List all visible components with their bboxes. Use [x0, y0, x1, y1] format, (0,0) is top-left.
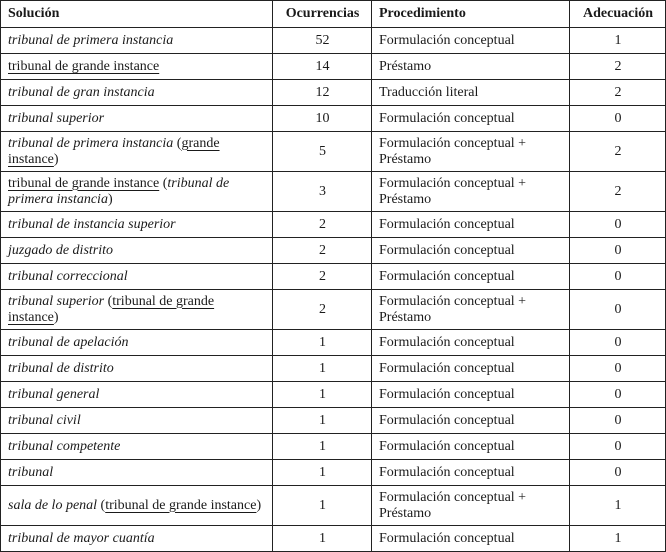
italic-term: tribunal de distrito	[8, 361, 114, 376]
cell-solucion	[1, 382, 273, 408]
italic-term: tribunal superior	[8, 293, 105, 309]
table-row	[1, 382, 666, 408]
cell-procedimiento: Formulación conceptual	[372, 434, 570, 460]
cell-ocurrencias: 1	[273, 486, 372, 526]
cell-solucion	[1, 434, 273, 460]
cell-ocurrencias: 1	[273, 460, 372, 486]
punctuation: )	[53, 151, 59, 167]
table-row	[1, 54, 666, 80]
italic-term: juzgado de distrito	[8, 243, 114, 258]
table-body	[1, 28, 666, 552]
cell-adecuacion: 0	[570, 460, 666, 486]
italic-term: tribunal de mayor cuantía	[8, 531, 155, 546]
italic-term: tribunal competente	[8, 439, 121, 454]
table-row	[1, 486, 666, 526]
cell-ocurrencias: 2	[273, 290, 372, 330]
cell-solucion	[1, 290, 273, 330]
cell-solucion	[1, 80, 273, 106]
cell-procedimiento: Formulación conceptual	[372, 356, 570, 382]
cell-ocurrencias: 1	[273, 526, 372, 552]
cell-ocurrencias: 52	[273, 28, 372, 54]
cell-ocurrencias: 1	[273, 382, 372, 408]
table-row	[1, 80, 666, 106]
italic-term: tribunal de primera instancia	[8, 175, 230, 207]
underlined-term: grande instance	[8, 135, 220, 167]
cell-procedimiento: Formulación conceptual	[372, 382, 570, 408]
cell-adecuacion: 0	[570, 356, 666, 382]
italic-term: sala de lo penal	[8, 497, 98, 513]
cell-ocurrencias: 14	[273, 54, 372, 80]
cell-procedimiento: Formulación conceptual	[372, 212, 570, 238]
table-row	[1, 172, 666, 212]
table-row	[1, 212, 666, 238]
cell-ocurrencias: 1	[273, 356, 372, 382]
cell-adecuacion: 0	[570, 408, 666, 434]
table-row	[1, 28, 666, 54]
cell-ocurrencias: 12	[273, 80, 372, 106]
table-row	[1, 106, 666, 132]
table-row	[1, 238, 666, 264]
punctuation: (	[159, 175, 168, 191]
italic-term: tribunal de primera instancia	[8, 33, 174, 48]
cell-ocurrencias: 3	[273, 172, 372, 212]
cell-solucion	[1, 526, 273, 552]
cell-solucion	[1, 486, 273, 526]
cell-ocurrencias: 1	[273, 434, 372, 460]
header-row	[1, 1, 666, 28]
cell-solucion	[1, 28, 273, 54]
table-row	[1, 356, 666, 382]
cell-procedimiento: Formulación conceptual	[372, 28, 570, 54]
cell-ocurrencias: 2	[273, 212, 372, 238]
cell-ocurrencias: 10	[273, 106, 372, 132]
italic-term: tribunal de apelación	[8, 335, 129, 350]
cell-procedimiento: Formulación conceptual	[372, 526, 570, 552]
underlined-term: tribunal de grande instance	[105, 497, 257, 513]
cell-adecuacion: 0	[570, 264, 666, 290]
italic-term: tribunal civil	[8, 413, 81, 428]
cell-adecuacion: 0	[570, 238, 666, 264]
cell-solucion	[1, 330, 273, 356]
table-row	[1, 408, 666, 434]
cell-solucion	[1, 356, 273, 382]
cell-procedimiento: Traducción literal	[372, 80, 570, 106]
cell-procedimiento: Formulación conceptual + Préstamo	[372, 172, 570, 212]
cell-adecuacion: 2	[570, 80, 666, 106]
header-ocurrencias: Ocurrencias	[273, 1, 372, 28]
header-procedimiento: Procedimiento	[372, 1, 570, 28]
underlined-term: tribunal de grande instance	[8, 59, 160, 74]
cell-adecuacion: 2	[570, 132, 666, 172]
cell-adecuacion: 1	[570, 486, 666, 526]
punctuation: )	[256, 497, 262, 513]
cell-solucion	[1, 264, 273, 290]
header-solucion: Solución	[1, 1, 273, 28]
punctuation: (	[97, 497, 106, 513]
table-row	[1, 330, 666, 356]
cell-solucion	[1, 212, 273, 238]
italic-term: tribunal superior	[8, 111, 105, 126]
punctuation: (	[173, 135, 182, 151]
cell-solucion	[1, 106, 273, 132]
table-row	[1, 460, 666, 486]
italic-term: tribunal correccional	[8, 269, 128, 284]
table-row	[1, 132, 666, 172]
cell-procedimiento: Formulación conceptual	[372, 408, 570, 434]
cell-adecuacion: 1	[570, 526, 666, 552]
italic-term: tribunal de gran instancia	[8, 85, 155, 100]
italic-term: tribunal	[8, 465, 54, 480]
punctuation: (	[104, 293, 113, 309]
cell-adecuacion: 2	[570, 54, 666, 80]
cell-ocurrencias: 5	[273, 132, 372, 172]
table-row	[1, 434, 666, 460]
cell-procedimiento: Formulación conceptual + Préstamo	[372, 132, 570, 172]
cell-procedimiento: Formulación conceptual	[372, 460, 570, 486]
cell-solucion	[1, 54, 273, 80]
cell-ocurrencias: 2	[273, 238, 372, 264]
italic-term: tribunal de instancia superior	[8, 217, 176, 232]
underlined-term: tribunal de grande instance	[8, 175, 160, 191]
cell-adecuacion: 0	[570, 212, 666, 238]
punctuation: )	[53, 309, 59, 325]
cell-solucion	[1, 172, 273, 212]
cell-ocurrencias: 2	[273, 264, 372, 290]
cell-adecuacion: 0	[570, 382, 666, 408]
cell-adecuacion: 0	[570, 106, 666, 132]
cell-adecuacion: 0	[570, 434, 666, 460]
italic-term: tribunal de primera instancia	[8, 135, 174, 151]
cell-ocurrencias: 1	[273, 330, 372, 356]
cell-procedimiento: Formulación conceptual	[372, 106, 570, 132]
cell-solucion	[1, 460, 273, 486]
cell-ocurrencias: 1	[273, 408, 372, 434]
cell-procedimiento: Formulación conceptual + Préstamo	[372, 290, 570, 330]
italic-term: tribunal general	[8, 387, 100, 402]
cell-solucion	[1, 132, 273, 172]
cell-procedimiento: Formulación conceptual	[372, 264, 570, 290]
cell-adecuacion: 0	[570, 290, 666, 330]
cell-adecuacion: 0	[570, 330, 666, 356]
punctuation: )	[107, 191, 113, 207]
cell-adecuacion: 2	[570, 172, 666, 212]
table-row	[1, 264, 666, 290]
cell-solucion	[1, 238, 273, 264]
cell-procedimiento: Formulación conceptual	[372, 330, 570, 356]
cell-solucion	[1, 408, 273, 434]
cell-procedimiento: Formulación conceptual	[372, 238, 570, 264]
cell-procedimiento: Formulación conceptual + Préstamo	[372, 486, 570, 526]
cell-procedimiento: Préstamo	[372, 54, 570, 80]
table-row	[1, 526, 666, 552]
cell-adecuacion: 1	[570, 28, 666, 54]
header-adecuacion: Adecuación	[570, 1, 666, 28]
underlined-term: tribunal de grande instance	[8, 293, 215, 325]
table-row	[1, 290, 666, 330]
